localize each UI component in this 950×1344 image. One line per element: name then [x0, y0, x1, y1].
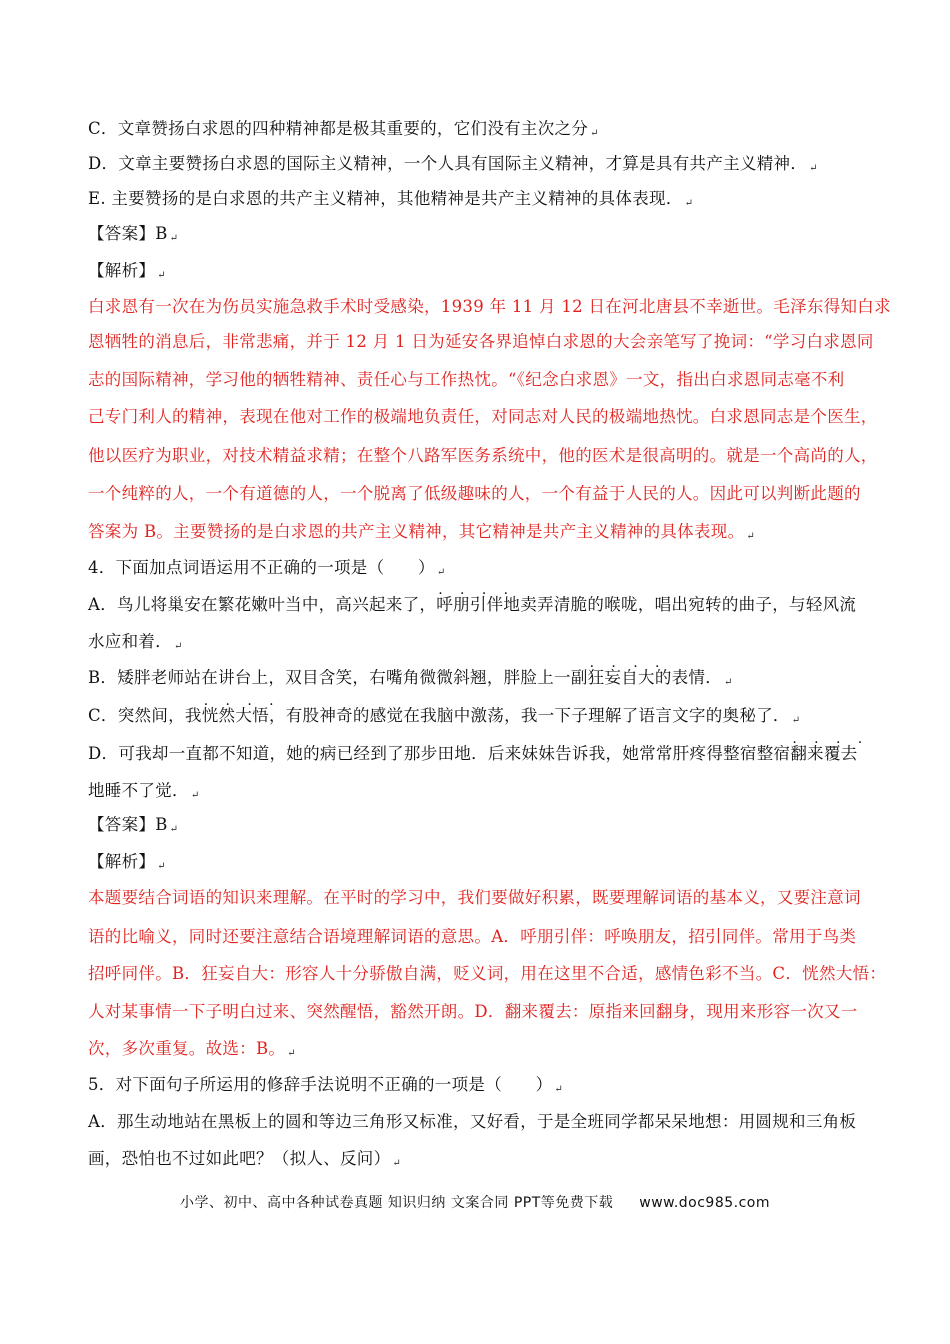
question-4-stem: 4．下面加点词语运用不正确的一项是（ ） ↵: [88, 558, 446, 578]
option-e: E. 主要赞扬的是白求恩的共产主义精神，其他精神是共产主义精神的具体表现． ↵: [88, 189, 694, 209]
q4-option-a-cont: 水应和着． ↵: [88, 632, 183, 652]
option-d: D．文章主要赞扬白求恩的国际主义精神，一个人具有国际主义精神，才算是具有共产主义精神． ↵: [88, 154, 818, 174]
q4-option-c: C．突然间，我恍然大悟 · ·，有股神奇的感觉在我脑中激荡，我一下子理解了语言文字的奥秘了． ↵: [88, 704, 878, 733]
q4-option-b: B．矮胖老师站在讲台上，双目含笑，右嘴角微微斜翘，胖脸上一副狂妄自大 · ·的表情． ↵: [88, 666, 878, 695]
emphasized-phrase: 翻来覆去 · ·: [790, 744, 857, 763]
q5-option-a-cont: 画，恐怕也不过如此吧？（拟人、反问） ↵: [88, 1149, 402, 1169]
analysis-label: 【解析】 ↵: [88, 261, 166, 281]
analysis-line: 他以医疗为职业，对技术精益求精；在整个八路军医务系统中，他的医术是很高明的。就是一个高尚的人，: [88, 446, 878, 465]
analysis-line: 语的比喻义，同时还要注意结合语境理解词语的意思。A．呼朋引伴：呼唤朋友，招引同伴。常用于鸟类: [88, 927, 857, 946]
q4-option-a: A．鸟儿将巢安在繁花嫩叶当中，高兴起来了，呼朋引伴 · ·地卖弄清脆的喉咙，唱出宛转的曲子，与轻风流: [88, 593, 878, 617]
analysis-line: 一个纯粹的人，一个有道德的人，一个脱离了低级趣味的人，一个有益于人民的人。因此可以判断此题的: [88, 484, 861, 503]
analysis-line: 答案为 B。主要赞扬的是白求恩的共产主义精神，其它精神是共产主义精神的具体表现。 ↵: [88, 522, 756, 542]
option-c: C．文章赞扬白求恩的四种精神都是极其重要的，它们没有主次之分 ↵: [88, 119, 599, 139]
emphasized-phrase: 恍然大悟 · ·: [202, 706, 269, 725]
emphasized-phrase: 狂妄自大 · ·: [588, 668, 655, 687]
analysis-line: 己专门利人的精神，表现在他对工作的极端地负责任，对同志对人民的极端地热忱。白求恩同志是个医生，: [88, 407, 878, 426]
question-5-stem: 5．对下面句子所运用的修辞手法说明不正确的一项是（ ） ↵: [88, 1075, 564, 1095]
q4-option-d: D．可我却一直都不知道，她的病已经到了那步田地．后来妹妹告诉我，她常常肝疼得整宿整宿翻来覆去 · ·: [88, 742, 878, 766]
analysis-line: 本题要结合词语的知识来理解。在平时的学习中，我们要做好积累，既要理解词语的基本义，又要注意词: [88, 888, 861, 907]
analysis-line: 人对某事情一下子明白过来、突然醒悟，豁然开朗。D．翻来覆去：原指来回翻身，现用来形容一次又一: [88, 1002, 858, 1021]
q5-option-a: A．那生动地站在黑板上的圆和等边三角形又标准，又好看，于是全班同学都呆呆地想：用圆规和三角板: [88, 1112, 857, 1131]
analysis-line: 次，多次重复。故选：B。 ↵: [88, 1039, 296, 1059]
answer-label: 【答案】B ↵: [88, 224, 179, 244]
analysis-line: 白求恩有一次在为伤员实施急救手术时受感染，1939 年 11 月 12 日在河北唐县不幸逝世。毛泽东得知白求: [88, 297, 891, 316]
q4-option-d-cont: 地睡不了觉． ↵: [88, 781, 200, 801]
analysis-label: 【解析】 ↵: [88, 852, 166, 872]
footer-text: 小学、初中、高中各种试卷真题 知识归纳 文案合同 PPT等免费下载: [179, 1195, 614, 1211]
page-footer: [0, 1192, 950, 1212]
analysis-line: 恩牺牲的消息后，非常悲痛，并于 12 月 1 日为延安各界追悼白求恩的大会亲笔写了挽词：“学习白求恩同: [88, 332, 874, 351]
analysis-line: 志的国际精神，学习他的牺牲精神、责任心与工作热忱。“《纪念白求恩》一文，指出白求恩同志毫不利: [88, 370, 845, 389]
footer-website[interactable]: www.doc985.com: [639, 1195, 771, 1211]
emphasized-phrase: 呼朋引伴 · ·: [436, 595, 503, 614]
analysis-line: 招呼同伴。B．狂妄自大：形容人十分骄傲自满，贬义词，用在这里不合适，感情色彩不当。C．恍然大悟：: [88, 964, 887, 983]
answer-label: 【答案】B ↵: [88, 815, 179, 835]
